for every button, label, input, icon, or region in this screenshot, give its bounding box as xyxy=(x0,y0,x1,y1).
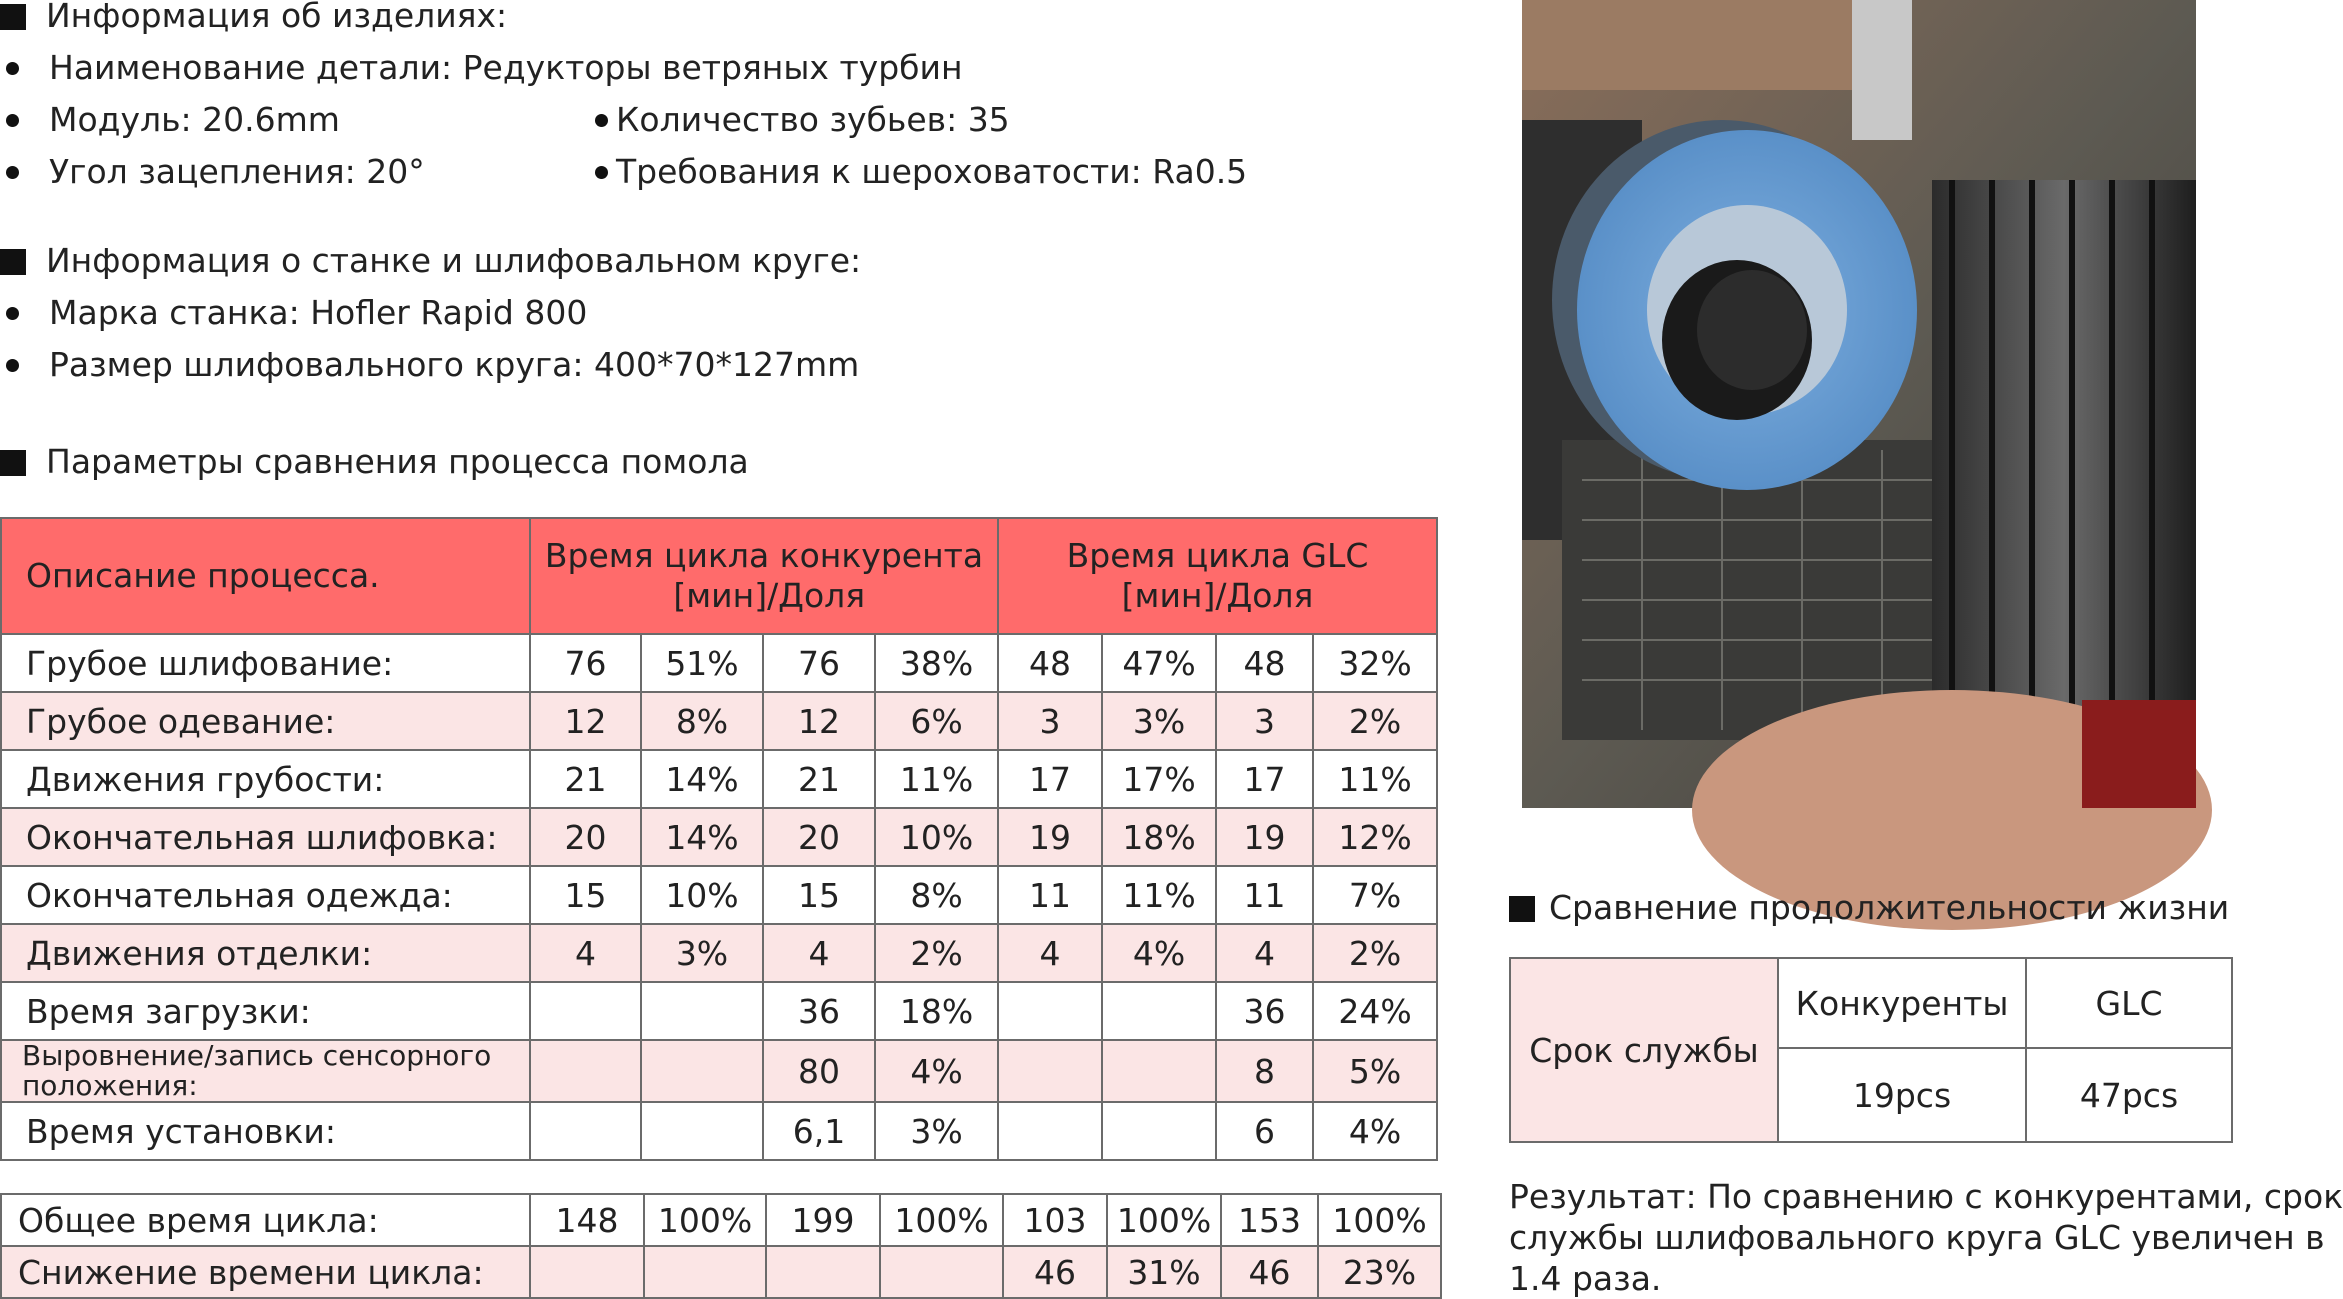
table-cell: 46 xyxy=(1221,1246,1318,1298)
table-cell xyxy=(641,1102,763,1160)
table-row xyxy=(1,750,1437,808)
table-row xyxy=(1,924,1437,982)
table-cell: 12 xyxy=(763,692,875,750)
life-col-glc: GLC xyxy=(2026,958,2232,1048)
table-row xyxy=(1,808,1437,866)
table-cell: 2% xyxy=(875,924,998,982)
table-header-row xyxy=(1,518,1437,634)
table-cell: 21 xyxy=(530,750,641,808)
comparison-table xyxy=(0,517,1438,1161)
part-name-line: Наименование детали: Редукторы ветряных турбин xyxy=(0,48,963,88)
table-row xyxy=(1,866,1437,924)
table-cell xyxy=(530,1102,641,1160)
table-cell: 11 xyxy=(1216,866,1313,924)
table-row xyxy=(1,1102,1437,1160)
table-cell: 11% xyxy=(1102,866,1216,924)
table-cell: 17 xyxy=(998,750,1102,808)
table-cell xyxy=(766,1246,880,1298)
machine-brand-line: Марка станка: Hofler Rapid 800 xyxy=(0,293,587,333)
row-label: Грубое шлифование: xyxy=(1,634,530,692)
table-cell: 46 xyxy=(1003,1246,1107,1298)
table-cell: 32% xyxy=(1313,634,1437,692)
table-cell: 4% xyxy=(875,1040,998,1102)
table-cell: 4% xyxy=(1313,1102,1437,1160)
table-cell xyxy=(880,1246,1003,1298)
table-cell: 6 xyxy=(1216,1102,1313,1160)
square-bullet-icon xyxy=(0,4,26,30)
table-cell xyxy=(644,1246,766,1298)
table-row xyxy=(1,1040,1437,1102)
table-cell: 17 xyxy=(1216,750,1313,808)
table-cell: 14% xyxy=(641,750,763,808)
product-info-heading: Информация об изделиях: xyxy=(0,0,507,36)
life-col-competitor: Конкуренты xyxy=(1778,958,2026,1048)
table-row xyxy=(1,692,1437,750)
table-cell: 100% xyxy=(880,1194,1003,1246)
table-cell: 4 xyxy=(998,924,1102,982)
table-cell: 11% xyxy=(1313,750,1437,808)
table-cell: 20 xyxy=(763,808,875,866)
table-cell: 36 xyxy=(1216,982,1313,1040)
table-cell: 10% xyxy=(641,866,763,924)
life-table xyxy=(1509,957,2233,1143)
table-cell: 4 xyxy=(763,924,875,982)
table-cell: 31% xyxy=(1107,1246,1221,1298)
roughness-line: Требования к шероховатости: Ra0.5 xyxy=(595,152,1247,192)
row-label: Время установки: xyxy=(1,1102,530,1160)
table-cell: 48 xyxy=(998,634,1102,692)
table-cell: 76 xyxy=(763,634,875,692)
table-cell: 2% xyxy=(1313,924,1437,982)
row-label: Грубое одевание: xyxy=(1,692,530,750)
table-cell: 7% xyxy=(1313,866,1437,924)
bullet-icon xyxy=(6,166,19,179)
header-competitor: Время цикла конкурента [мин]/Доля xyxy=(530,518,998,634)
table-cell xyxy=(998,982,1102,1040)
table-cell: 36 xyxy=(763,982,875,1040)
table-cell: 11 xyxy=(998,866,1102,924)
row-label: Общее время цикла: xyxy=(1,1194,530,1246)
table-cell: 19 xyxy=(1216,808,1313,866)
table-cell: 3% xyxy=(875,1102,998,1160)
table-cell: 47% xyxy=(1102,634,1216,692)
teeth-line: Количество зубьев: 35 xyxy=(595,100,1010,140)
row-label: Время загрузки: xyxy=(1,982,530,1040)
table-cell: 153 xyxy=(1221,1194,1318,1246)
table-cell: 148 xyxy=(530,1194,644,1246)
table-cell: 8% xyxy=(641,692,763,750)
table-cell: 199 xyxy=(766,1194,880,1246)
table-cell: 48 xyxy=(1216,634,1313,692)
table-cell: 8% xyxy=(875,866,998,924)
table-cell xyxy=(1102,1102,1216,1160)
bullet-icon xyxy=(595,166,608,179)
row-label: Снижение времени цикла: xyxy=(1,1246,530,1298)
table-cell: 12 xyxy=(530,692,641,750)
table-cell: 103 xyxy=(1003,1194,1107,1246)
table-cell xyxy=(641,1040,763,1102)
table-cell: 10% xyxy=(875,808,998,866)
table-cell: 15 xyxy=(763,866,875,924)
table-row xyxy=(1,982,1437,1040)
table-cell: 5% xyxy=(1313,1040,1437,1102)
table-cell: 20 xyxy=(530,808,641,866)
machine-info-heading: Информация о станке и шлифовальном круге: xyxy=(0,241,861,281)
wheel-size-line: Размер шлифовального круга: 400*70*127mm xyxy=(0,345,859,385)
table-cell xyxy=(1102,982,1216,1040)
bullet-icon xyxy=(6,359,19,372)
table-cell: 8 xyxy=(1216,1040,1313,1102)
table-cell: 2% xyxy=(1313,692,1437,750)
table-cell: 24% xyxy=(1313,982,1437,1040)
table-cell: 23% xyxy=(1318,1246,1441,1298)
table-cell: 14% xyxy=(641,808,763,866)
square-bullet-icon xyxy=(0,249,26,275)
totals-table xyxy=(0,1193,1442,1299)
row-label: Окончательная шлифовка: xyxy=(1,808,530,866)
bullet-icon xyxy=(6,62,19,75)
table-cell xyxy=(641,982,763,1040)
bullet-icon xyxy=(6,307,19,320)
table-cell: 11% xyxy=(875,750,998,808)
life-heading: Сравнение продолжительности жизни xyxy=(1509,888,2229,928)
table-cell xyxy=(998,1102,1102,1160)
table-cell: 100% xyxy=(644,1194,766,1246)
bullet-icon xyxy=(6,114,19,127)
table-cell: 76 xyxy=(530,634,641,692)
pressure-angle-line: Угол зацепления: 20° xyxy=(0,152,425,192)
header-glc: Время цикла GLC [мин]/Доля xyxy=(998,518,1437,634)
table-cell: 3 xyxy=(1216,692,1313,750)
table-cell: 18% xyxy=(875,982,998,1040)
table-cell: 38% xyxy=(875,634,998,692)
table-cell: 3 xyxy=(998,692,1102,750)
row-label: Окончательная одежда: xyxy=(1,866,530,924)
table-cell: 80 xyxy=(763,1040,875,1102)
row-label: Движения грубости: xyxy=(1,750,530,808)
square-bullet-icon xyxy=(0,450,26,476)
result-text: Результат: По сравнению с конкурентами, срок службы шлифовального круга GLC увеличен в 1.4 раза. xyxy=(1509,1177,2343,1298)
row-label: Выровнение/запись сенсорного положения: xyxy=(1,1040,530,1102)
table-cell: 18% xyxy=(1102,808,1216,866)
table-cell: 6,1 xyxy=(763,1102,875,1160)
totals-row xyxy=(1,1194,1441,1246)
table-cell: 6% xyxy=(875,692,998,750)
row-label: Движения отделки: xyxy=(1,924,530,982)
life-val-competitor: 19pcs xyxy=(1778,1048,2026,1142)
table-cell: 15 xyxy=(530,866,641,924)
table-cell: 4% xyxy=(1102,924,1216,982)
table-cell: 51% xyxy=(641,634,763,692)
life-row-label: Срок службы xyxy=(1510,958,1778,1142)
life-val-glc: 47pcs xyxy=(2026,1048,2232,1142)
grinding-machine-photo xyxy=(1522,0,2196,808)
table-cell: 4 xyxy=(530,924,641,982)
comparison-heading: Параметры сравнения процесса помола xyxy=(0,442,749,482)
module-line: Модуль: 20.6mm xyxy=(0,100,340,140)
table-cell: 100% xyxy=(1107,1194,1221,1246)
table-cell xyxy=(530,982,641,1040)
table-cell xyxy=(998,1040,1102,1102)
table-row xyxy=(1,634,1437,692)
table-cell: 3% xyxy=(641,924,763,982)
header-description: Описание процесса. xyxy=(1,518,530,634)
table-cell: 17% xyxy=(1102,750,1216,808)
bullet-icon xyxy=(595,114,608,127)
table-cell: 21 xyxy=(763,750,875,808)
table-cell xyxy=(530,1040,641,1102)
table-cell xyxy=(530,1246,644,1298)
table-cell: 12% xyxy=(1313,808,1437,866)
table-cell: 3% xyxy=(1102,692,1216,750)
table-cell: 19 xyxy=(998,808,1102,866)
totals-row xyxy=(1,1246,1441,1298)
table-cell: 100% xyxy=(1318,1194,1441,1246)
table-cell: 4 xyxy=(1216,924,1313,982)
square-bullet-icon xyxy=(1509,896,1535,922)
table-cell xyxy=(1102,1040,1216,1102)
